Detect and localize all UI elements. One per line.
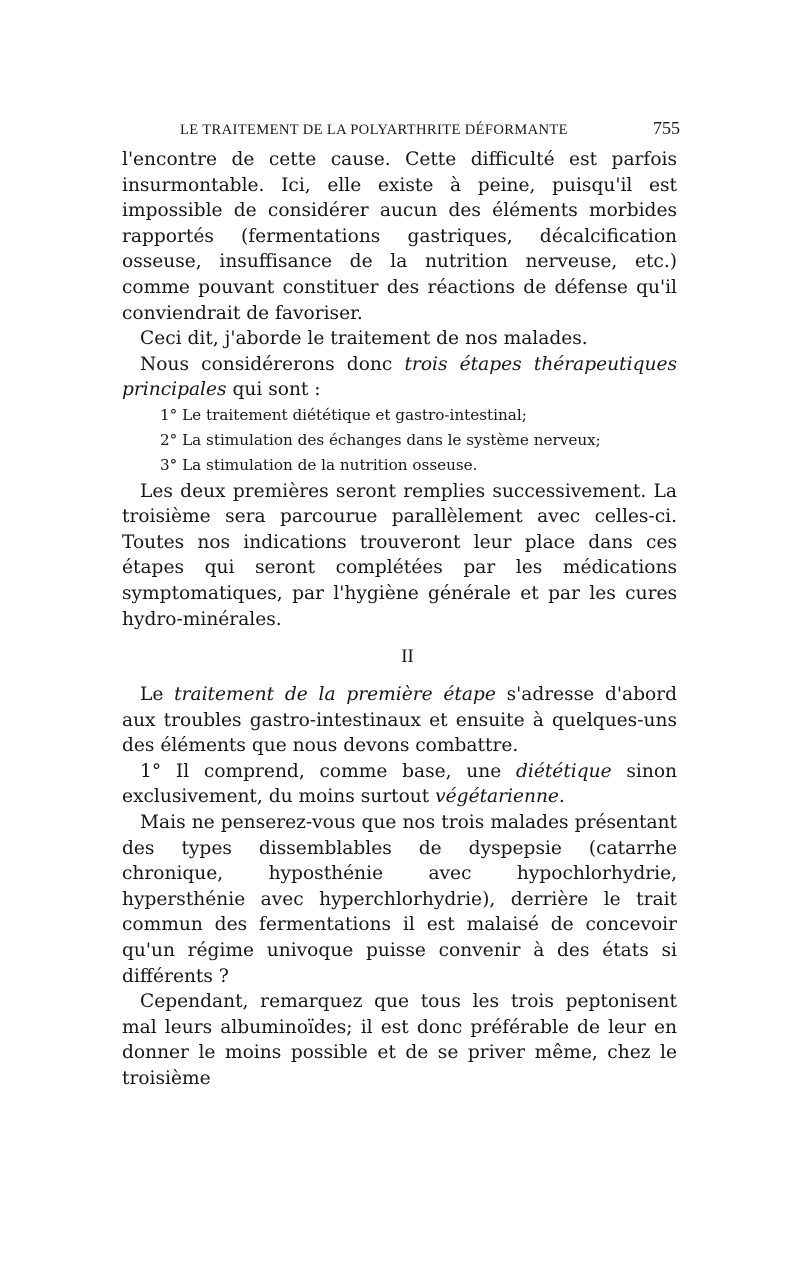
paragraph-5 bbox=[122, 682, 677, 759]
page-header bbox=[180, 118, 680, 139]
paragraph-5-tail: s'adresse d'abord aux troubles gastro-intestinaux et ensuite à quelques-uns des éléments que nous devons combattre. bbox=[122, 684, 677, 757]
paragraph-6-text: 1° Il comprend, comme base, une bbox=[140, 760, 516, 782]
paragraph-8: Cependant, remarquez que tous les trois peptonisent mal leurs albuminoïdes; il est donc préférable de leur en donner le moins possible et de se priver même, chez le troisième bbox=[122, 991, 677, 1090]
page-number: 755 bbox=[653, 118, 680, 138]
list-item: 1° Le traitement diététique et gastro-intestinal; bbox=[160, 405, 527, 424]
section-number: II bbox=[401, 646, 414, 668]
paragraph-4: Les deux premières seront remplies successivement. La troisième sera parcourue parallèlement avec celles-ci. Toutes nos indications trouveront leur place dans ces étapes qui seront complétées par les médications symptomatiques, par l'hygiène générale et par les cures hydro-minérales. bbox=[122, 480, 677, 630]
paragraph-6-middle: sinon exclusivement, du moins surtout bbox=[122, 760, 678, 808]
paragraph-2: Ceci dit, j'aborde le traitement de nos malades. bbox=[140, 328, 588, 350]
body-text bbox=[122, 147, 677, 1092]
paragraph-5-text: Le bbox=[140, 684, 175, 706]
therapeutic-steps-list bbox=[122, 403, 677, 479]
paragraph-6-emphasis-2: végétarienne. bbox=[435, 786, 565, 808]
paragraph-3-text: Nous considérerons donc bbox=[140, 353, 405, 375]
list-item: 2° La stimulation des échanges dans le système nerveux; bbox=[160, 431, 601, 450]
paragraph-5-emphasis: traitement de la première étape bbox=[174, 684, 496, 706]
paragraph-1: l'encontre de cette cause. Cette difficulté est parfois insurmontable. Ici, elle existe à peine, puisqu'il est impossible de considérer aucun des éléments morbides rapportés (fermentations gastriques, décalcification osseuse, insuffisance de la nutrition nerveuse, etc.) comme pouvant constituer des réactions de défense qu'il conviendrait de favoriser. bbox=[122, 149, 677, 324]
list-item: 3° La stimulation de la nutrition osseuse. bbox=[160, 456, 478, 475]
paragraph-6-emphasis-1: diététique bbox=[515, 760, 612, 782]
paragraph-3-tail: qui sont : bbox=[226, 379, 321, 401]
paragraph-3 bbox=[122, 352, 677, 403]
paragraph-3-emphasis: trois étapes thérapeutiques principales bbox=[122, 353, 677, 401]
running-title: LE TRAITEMENT DE LA POLYARTHRITE DÉFORMANTE bbox=[180, 122, 568, 138]
paragraph-7: Mais ne penserez-vous que nos trois malades présentant des types dissemblables de dyspepsie (catarrhe chronique, hyposthénie avec hypochlorhydrie, hypersthénie avec hyperchlorhydrie), derrière le trait commun des fermentations il est malaisé de concevoir qu'un régime univoque puisse convenir à des états si différents ? bbox=[122, 812, 677, 987]
paragraph-6 bbox=[122, 759, 677, 810]
